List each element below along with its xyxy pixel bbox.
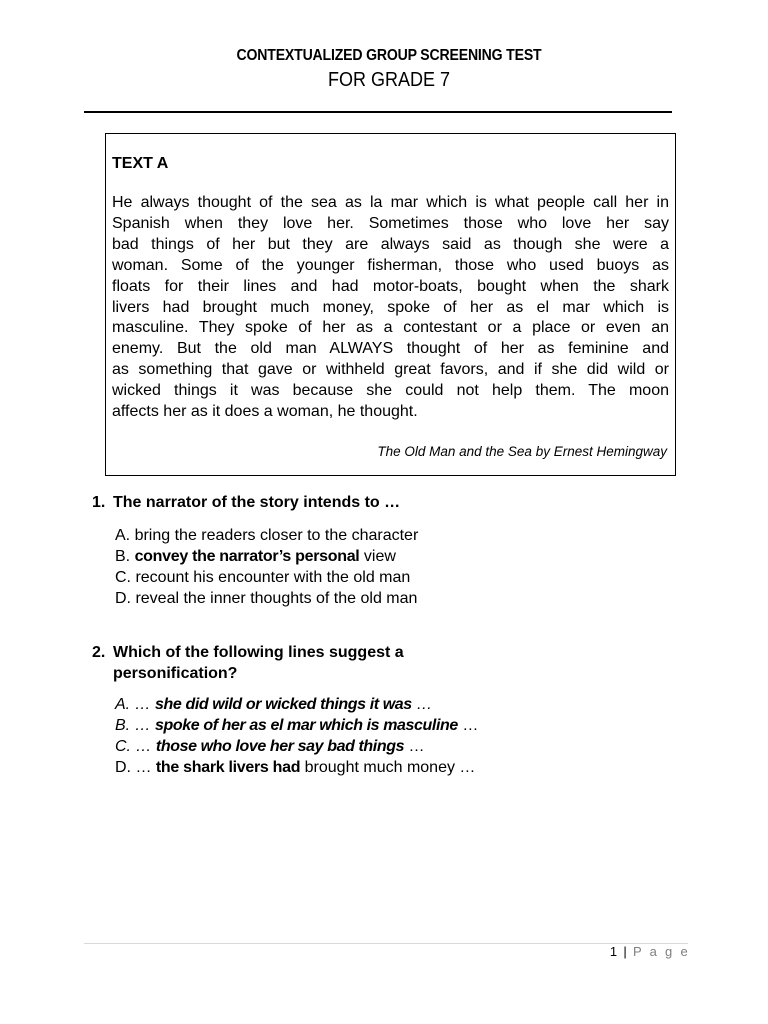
question-2-number: 2. xyxy=(92,644,106,661)
text-a-passage xyxy=(112,193,669,423)
q2-option-b[interactable] xyxy=(115,715,478,736)
option-letter: B. xyxy=(115,717,131,734)
option-ellipsis: … xyxy=(135,759,152,776)
page-number: 1 xyxy=(609,944,619,959)
option-ellipsis: … xyxy=(408,738,425,755)
passage-citation: The Old Man and the Sea by Ernest Hemingway xyxy=(377,444,667,459)
text-a-label: TEXT A xyxy=(112,155,169,172)
option-ellipsis: … xyxy=(134,696,151,713)
header-divider xyxy=(84,111,672,113)
q2-option-c[interactable] xyxy=(115,736,478,757)
option-text: she did wild or wicked things it was xyxy=(155,696,412,713)
test-title: CONTEXTUALIZED GROUP SCREENING TEST xyxy=(236,47,542,64)
option-text: bring the readers closer to the character xyxy=(134,527,419,544)
option-ellipsis: … xyxy=(135,738,152,755)
question-2-text-line1: Which of the following lines suggest a xyxy=(113,644,404,661)
question-2-text-line2: personification? xyxy=(113,665,238,682)
q1-option-c[interactable] xyxy=(115,567,418,588)
option-letter: A. xyxy=(115,527,131,544)
q2-option-a[interactable] xyxy=(115,694,478,715)
passage-line: enemy. But the old man ALWAYS thought of her as feminine and xyxy=(112,340,669,358)
passage-line: floats for their lines and had motor-boats, bought when the shark xyxy=(112,277,669,295)
passage-line: as something that gave or withheld great favors, and if she did wild or xyxy=(112,361,669,379)
option-ellipsis: … xyxy=(462,717,479,734)
option-text-emphasis: convey the narrator’s personal xyxy=(134,548,360,565)
page-word: P a g e xyxy=(632,944,690,959)
option-letter: C. xyxy=(115,738,131,755)
question-1-number: 1. xyxy=(92,494,106,511)
question-1-text: The narrator of the story intends to … xyxy=(113,494,401,511)
option-text: reveal the inner thoughts of the old man xyxy=(135,590,418,607)
option-text: those who love her say bad things xyxy=(155,738,405,755)
question-2-options xyxy=(115,694,478,778)
option-text: recount his encounter with the old man xyxy=(135,569,411,586)
question-2 xyxy=(92,642,404,684)
passage-line: Spanish when they love her. Sometimes those who love her say xyxy=(112,214,669,232)
q1-option-b[interactable] xyxy=(115,546,418,567)
option-ellipsis: … xyxy=(416,696,433,713)
footer-separator: | xyxy=(623,944,629,959)
passage-line: He always thought of the sea as la mar which is what people call her in xyxy=(112,194,669,211)
option-text: brought much money xyxy=(304,759,455,776)
q2-option-d[interactable] xyxy=(115,757,478,778)
passage-line: bad things of her but they are always said as though she were a xyxy=(112,235,669,253)
option-letter: B. xyxy=(115,548,131,565)
passage-line: woman. Some of the younger fisherman, those who used buoys as xyxy=(112,256,669,274)
option-text: view xyxy=(363,548,396,565)
question-1 xyxy=(92,492,400,513)
grade-subtitle: FOR GRADE 7 xyxy=(327,69,451,91)
option-letter: D. xyxy=(115,590,131,607)
passage-line: livers had brought much money, spoke of her as el mar which is xyxy=(112,298,669,316)
option-letter: A. xyxy=(115,696,131,713)
option-text-emphasis: the shark livers had xyxy=(155,759,301,776)
option-ellipsis: … xyxy=(459,759,476,776)
footer-divider xyxy=(84,943,688,944)
q1-option-d[interactable] xyxy=(115,588,418,609)
option-letter: C. xyxy=(115,569,131,586)
question-1-options xyxy=(115,525,418,609)
page-footer xyxy=(610,944,690,959)
option-ellipsis: … xyxy=(134,717,151,734)
option-letter: D. xyxy=(115,759,131,776)
passage-line: masculine. They spoke of her as a contestant or a place or even an xyxy=(112,319,669,337)
option-text: spoke of her as el mar which is masculine xyxy=(155,717,458,734)
text-a-box xyxy=(105,133,676,476)
passage-line: affects her as it does a woman, he thought. xyxy=(112,403,418,421)
q1-option-a[interactable] xyxy=(115,525,418,546)
passage-line: wicked things it was because she could not help them. The moon xyxy=(112,382,669,400)
